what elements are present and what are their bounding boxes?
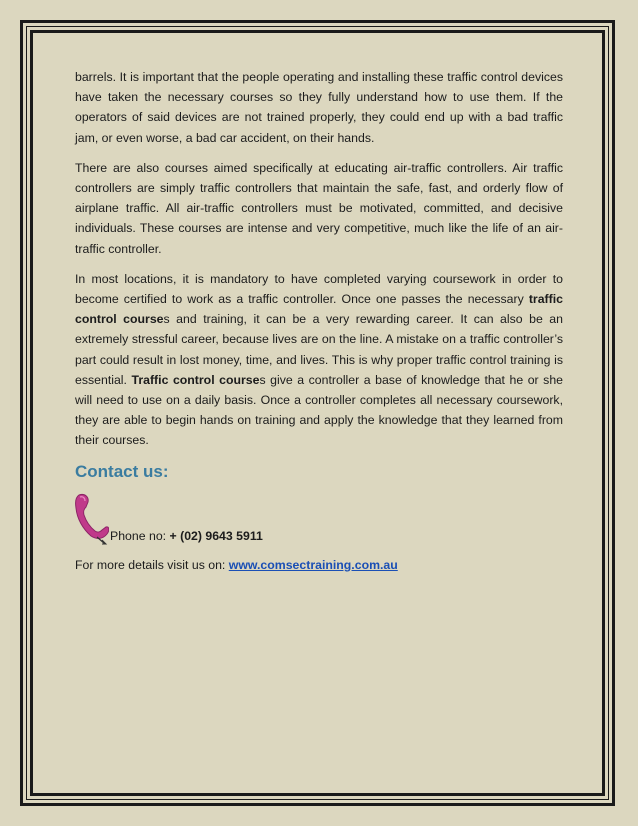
paragraph-certification (75, 269, 563, 451)
website-label: For more details visit us on: (75, 557, 229, 572)
website-link[interactable]: www.comsectraining.com.au (228, 557, 398, 572)
website-line (75, 555, 563, 575)
paragraph-barrels: barrels. It is important that the people operating and installing these traffic control devices have taken the necessary courses so they fully understand how to use them. If the operators of said devices are not trained properly, they could end up with a bad traffic jam, or even worse, a bad car accident, on their hands. (75, 70, 563, 145)
document-body (75, 67, 563, 575)
keyword-traffic-control-course: traffic control course (75, 292, 563, 327)
keyword-traffic-control-course-2: Traffic control course (131, 372, 260, 387)
phone-number-line (110, 526, 263, 546)
paragraph-text: s and training, it can be a very rewarding career. It can also be an extremely stressful career, because lives are on the line. A mistake on a traffic controller’s part could result in lost money, time, and lives. This is why proper traffic control training is essential. (75, 312, 563, 387)
paragraph-air-traffic: There are also courses aimed specifically at educating air-traffic controllers. Air traffic controllers are simply traffic controllers that maintain the safe, fast, and orderly flow of airplane traffic. All air-traffic controllers must be motivated, committed, and decisive individuals. These courses are intense and very competitive, much like the life of an air-traffic controller. (75, 160, 563, 256)
contact-heading: Contact us: (75, 461, 169, 481)
paragraph-text: In most locations, it is mandatory to have completed varying coursework in order to become certified to work as a traffic controller. Once one passes the necessary (75, 271, 563, 307)
paragraph-text: s give a controller a base of knowledge that he or she will need to use on a daily basis. Once a controller completes all necessary coursework, they are able to begin hands on training and apply the knowledge that they learned from their courses. (75, 372, 564, 448)
telephone-handset-icon (75, 493, 109, 545)
phone-number: + (02) 9643 5911 (169, 528, 263, 543)
phone-label: Phone no: (110, 528, 170, 543)
phone-row (75, 493, 563, 549)
